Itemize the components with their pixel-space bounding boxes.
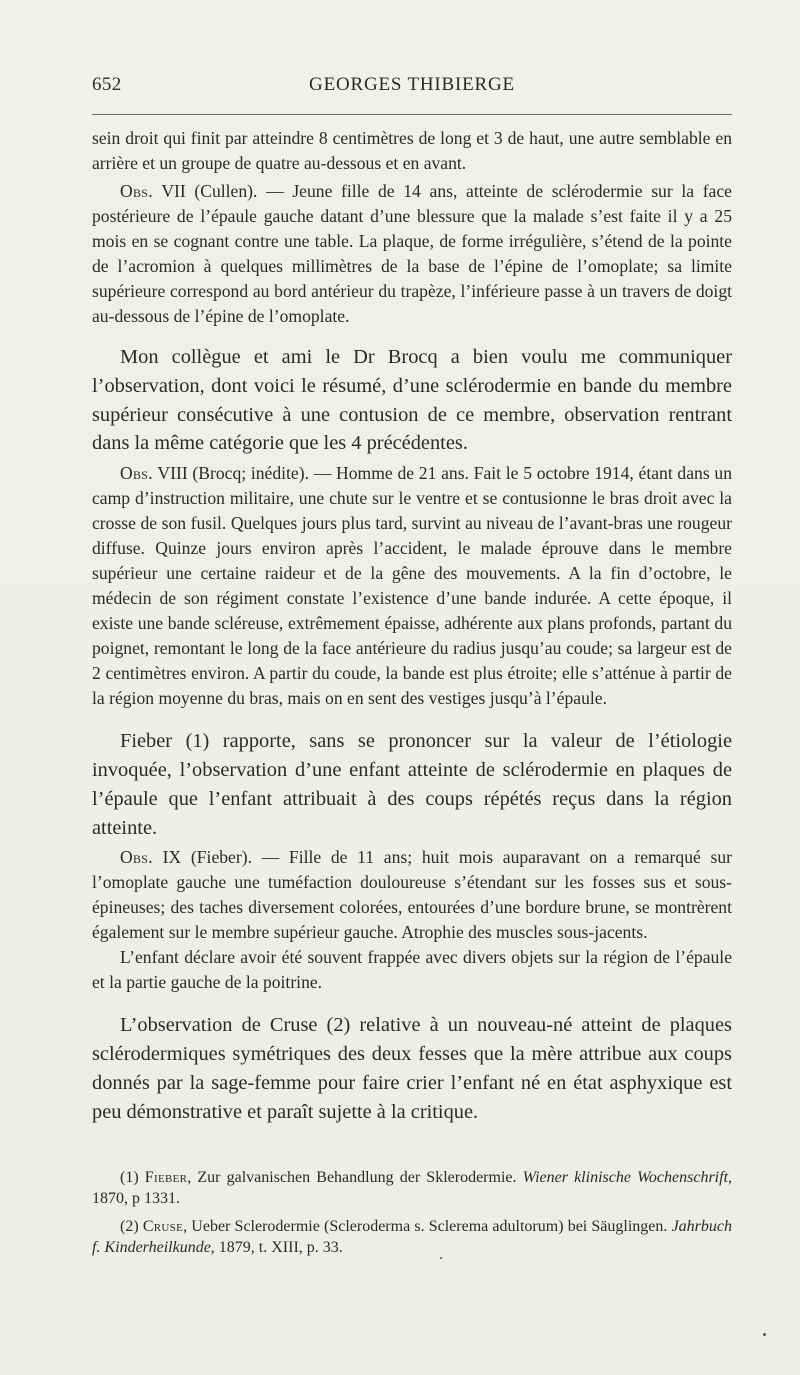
footnote-1 (92, 1168, 732, 1209)
page-header (92, 74, 732, 104)
footnote-marker: (2) (120, 1218, 139, 1235)
obs-label: Obs. (120, 181, 153, 201)
running-head: GEORGES THIBIERGE (309, 74, 515, 95)
paper-speck (763, 1333, 766, 1336)
footnote-marker: (1) (120, 1169, 139, 1186)
footnote-journal: Wiener klinische Wochenschrift (522, 1169, 729, 1186)
footnote-title: , Ueber Sclerodermie (Scleroderma s. Sclerema adultorum) bei Säuglingen. (183, 1218, 672, 1235)
observation-8 (92, 461, 732, 711)
header-rule (92, 114, 732, 115)
body-text (92, 126, 732, 1127)
observation-7 (92, 179, 732, 329)
obs-label: Obs. (120, 847, 153, 868)
footnote-2 (92, 1217, 732, 1258)
paragraph-enfant: L’enfant déclare avoir été souvent frappée avec divers objets sur la région de l’épaule et la partie gauche de la poitrine. (92, 947, 732, 993)
paper-speck (440, 1257, 442, 1259)
obs-text: VII (Cullen). — Jeune fille de 14 ans, atteinte de sclérodermie sur la face postérieure de l’épaule gauche datant d’une blessure que la malade s’est faite il y a 25 mois en se cognant contre une table. La plaque, de forme irrégulière, s’étend de la pointe de l’acromion à quelques millimètres de la base de l’épine de l’omoplate; sa limite supérieure correspond au bord antérieur du trapèze, l’inférieure passe à un travers de doigt au-dessous de l’épine de l’omoplate. (92, 181, 732, 326)
footnote-journal: Jahrbuch f. Kinderheilkunde (92, 1218, 732, 1256)
footnotes (92, 1168, 732, 1258)
paragraph-fieber: Fieber (1) rapporte, sans se prononcer sur la valeur de l’étiologie invoquée, l’observation d’une enfant atteinte de sclérodermie en plaques de l’épaule que l’enfant attribuait à des coups répétés reçus dans la région atteinte. (92, 730, 732, 839)
obs-label: Obs. (120, 463, 153, 484)
footnote-author: Fieber (144, 1169, 188, 1186)
obs-text: IX (Fieber). — Fille de 11 ans; huit mois auparavant on a remarqué sur l’omoplate gauche une tuméfaction douloureuse s’étendant sur les fosses sus et sous-épineuses; des taches diversement colorées, entourées d’une bordure brune, se montrèrent également sur le membre supérieur gauche. Atrophie des muscles sous-jacents. (92, 847, 732, 943)
observation-9 (92, 845, 732, 945)
footnote-ref: , 1879, t. XIII, p. 33. (210, 1238, 343, 1256)
page-number: 652 (92, 74, 122, 95)
footnote-author: Cruse (142, 1218, 184, 1235)
paragraph-continuation: sein droit qui finit par atteindre 8 centimètres de long et 3 de haut, une autre semblable en arrière et un groupe de quatre au-dessous et en avant. (92, 128, 732, 173)
paragraph-brocq: Mon collègue et ami le Dr Brocq a bien voulu me communiquer l’observation, dont voici le résumé, d’une sclérodermie en bande du membre supérieur consécutive à une contusion de ce membre, observation rentrant dans la même catégorie que les 4 précédentes. (92, 346, 732, 455)
footnote-ref: , 1870, p 1331. (92, 1169, 733, 1207)
footnote-title: , Zur galvanischen Behandlung der Sklerodermie. (187, 1169, 523, 1186)
obs-text: VIII (Brocq; inédite). — Homme de 21 ans. Fait le 5 octobre 1914, étant dans un camp d’instruction militaire, une chute sur le ventre et se contusionne le bras droit avec la crosse de son fusil. Quelques jours plus tard, survint au niveau de l’avant-bras une rougeur diffuse. Quinze jours environ après l’accident, le malade éprouve dans le membre supérieur une certaine raideur et de la gêne des mouvements. A la fin d’octobre, le médecin de son régiment constate l’existence d’une bande indurée. A cette époque, il existe une bande scléreuse, extrêmement épaisse, adhérente aux plans profonds, partant du poignet, remontant le long de la face antérieure du radius jusqu’au coude; sa largeur est de 2 centimètres environ. A partir du coude, la bande est plus étroite; elle s’atténue à partir de la région moyenne du bras, mais on en sent des vestiges jusqu’à l’épaule. (92, 463, 732, 709)
paragraph-cruse: L’observation de Cruse (2) relative à un nouveau-né atteint de plaques sclérodermiques symétriques des deux fesses que la mère attribue aux coups donnés par la sage-femme pour faire crier l’enfant né en état asphyxique est peu démonstrative et paraît sujette à la critique. (92, 1014, 732, 1123)
